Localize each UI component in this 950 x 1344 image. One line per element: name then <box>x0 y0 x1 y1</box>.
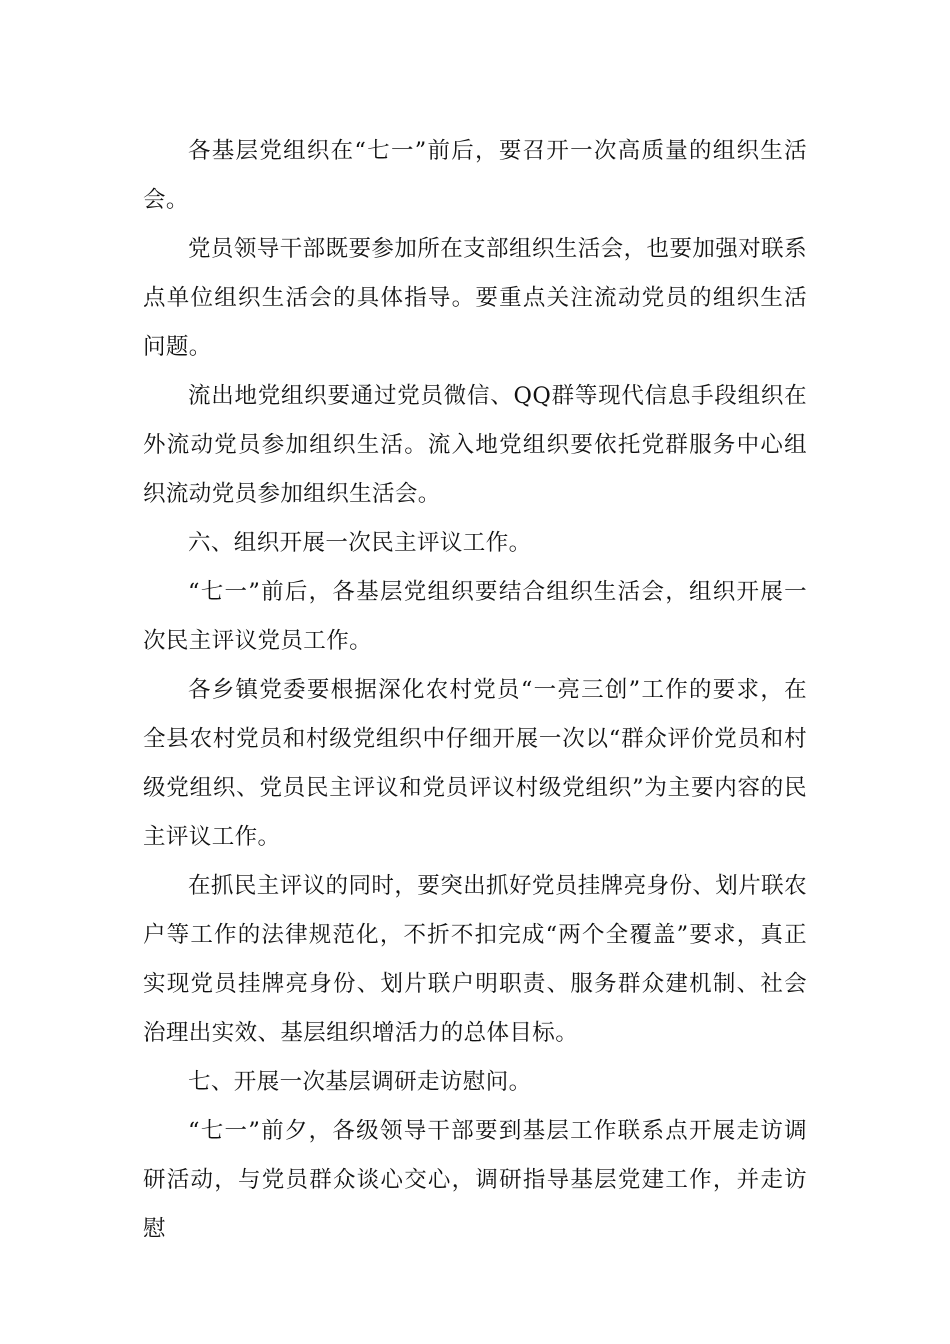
section-heading-7: 七、开展一次基层调研走访慰问。 <box>188 1069 532 1095</box>
section-heading-6: 六、组织开展一次民主评议工作。 <box>188 530 532 556</box>
paragraph-6: 在抓民主评议的同时，要突出抓好党员挂牌亮身份、划片联农户等工作的法律规范化，不折不扣完成“两个全覆盖”要求，真正实现党员挂牌亮身份、划片联户明职责、服务群众建机制、社会治理出实效、基层组织增活力的总体目标。 <box>143 873 807 1046</box>
paragraph-5: 各乡镇党委要根据深化农村党员“一亮三创”工作的要求，在全县农村党员和村级党组织中仔细开展一次以“群众评价党员和村级党组织、党员民主评议和党员评议村级党组织”为主要内容的民主评议工作。 <box>143 677 807 850</box>
paragraph-3: 流出地党组织要通过党员微信、QQ群等现代信息手段组织在外流动党员参加组织生活。流入地党组织要依托党群服务中心组织流动党员参加组织生活会。 <box>143 383 807 507</box>
paragraph-4: “七一”前后，各基层党组织要结合组织生活会，组织开展一次民主评议党员工作。 <box>143 579 807 654</box>
paragraph-7: “七一”前夕，各级领导干部要到基层工作联系点开展走访调研活动，与党员群众谈心交心，调研指导基层党建工作，并走访慰 <box>143 1118 807 1242</box>
paragraph-2: 党员领导干部既要参加所在支部组织生活会，也要加强对联系点单位组织生活会的具体指导。要重点关注流动党员的组织生活问题。 <box>143 236 807 360</box>
document-body <box>143 127 807 1254</box>
paragraph-1: 各基层党组织在“七一”前后，要召开一次高质量的组织生活会。 <box>143 138 807 213</box>
